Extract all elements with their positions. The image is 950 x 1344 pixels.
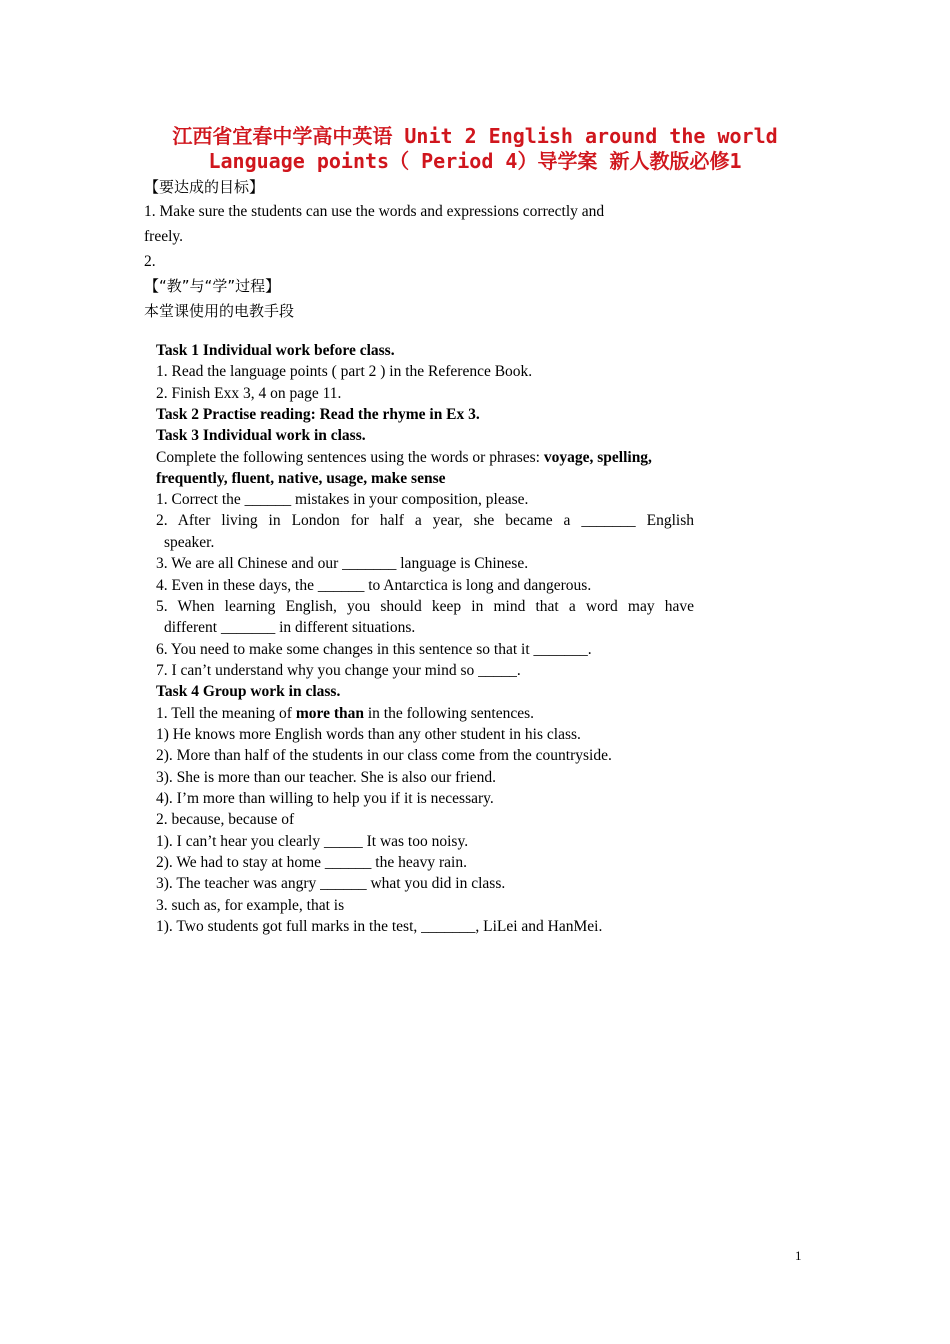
task3-sentence-2b: speaker. (164, 534, 215, 551)
task3-word-list-a: voyage, spelling, (543, 449, 652, 466)
task1-item-2: 2. Finish Exx 3, 4 on page 11. (156, 385, 342, 402)
task3-intro (156, 448, 652, 468)
task3-sentence-5b: different _______ in different situations. (164, 619, 416, 636)
goal-item-1a: 1. Make sure the students can use the words and expressions correctly and (144, 203, 605, 220)
task3-sentence-7: 7. I can’t understand why you change your mind so _____. (156, 662, 521, 679)
task3-word-list-b: frequently, fluent, native, usage, make sense (156, 470, 446, 487)
task4-q1-sentence-2: 2). More than half of the students in our class come from the countryside. (156, 747, 612, 764)
goal-item-1b: freely. (144, 228, 184, 245)
task4-heading: Task 4 Group work in class. (156, 683, 341, 700)
task4-q1-sentence-3: 3). She is more than our teacher. She is also our friend. (156, 769, 497, 786)
document-title-line-1: 江西省宜春中学高中英语 Unit 2 English around the world (172, 124, 778, 148)
task4-question-1 (156, 704, 534, 724)
task4-question-3: 3. such as, for example, that is (156, 897, 345, 914)
task4-question-2: 2. because, because of (156, 811, 295, 828)
task4-q1-sentence-4: 4). I’m more than willing to help you if it is necessary. (156, 790, 494, 807)
page-number: 1 (795, 1248, 802, 1263)
task4-q1-suffix: in the following sentences. (367, 705, 535, 722)
task3-heading: Task 3 Individual work in class. (156, 427, 366, 444)
task1-item-1: 1. Read the language points ( part 2 ) in the Reference Book. (156, 363, 533, 380)
task3-sentence-4: 4. Even in these days, the ______ to Antarctica is long and dangerous. (156, 577, 592, 594)
task4-q1-keyword: more than (295, 705, 364, 722)
task3-sentence-5a: 5. When learning English, you should keep in mind that a word may have (156, 598, 694, 615)
task4-q2-sentence-1: 1). I can’t hear you clearly _____ It was too noisy. (156, 833, 469, 850)
goals-heading: 【要达成的目标】 (144, 178, 265, 196)
task4-q2-sentence-2: 2). We had to stay at home ______ the heavy rain. (156, 854, 467, 871)
task4-q1-sentence-1: 1) He knows more English words than any other student in his class. (156, 726, 581, 743)
task4-q2-sentence-3: 3). The teacher was angry ______ what you did in class. (156, 875, 506, 892)
document-title-line-2: Language points（ Period 4）导学案 新人教版必修1 (208, 149, 742, 173)
task3-intro-text: Complete the following sentences using the words or phrases: (156, 449, 540, 466)
task4-q1-prefix: 1. Tell the meaning of (156, 705, 292, 722)
task4-q3-sentence-1: 1). Two students got full marks in the test, _______, LiLei and HanMei. (156, 918, 603, 935)
task3-sentence-6: 6. You need to make some changes in this sentence so that it _______. (156, 641, 592, 658)
process-heading: 【“教”与“学”过程】 (144, 277, 281, 295)
goal-item-2: 2. (144, 253, 156, 270)
media-label: 本堂课使用的电教手段 (144, 302, 295, 320)
task2-heading: Task 2 Practise reading: Read the rhyme in Ex 3. (156, 406, 480, 423)
task3-sentence-1: 1. Correct the ______ mistakes in your composition, please. (156, 491, 529, 508)
task1-heading: Task 1 Individual work before class. (156, 342, 395, 359)
task3-sentence-3: 3. We are all Chinese and our _______ language is Chinese. (156, 555, 529, 572)
task3-sentence-2a: 2. After living in London for half a year, she became a _______ English (156, 512, 694, 529)
